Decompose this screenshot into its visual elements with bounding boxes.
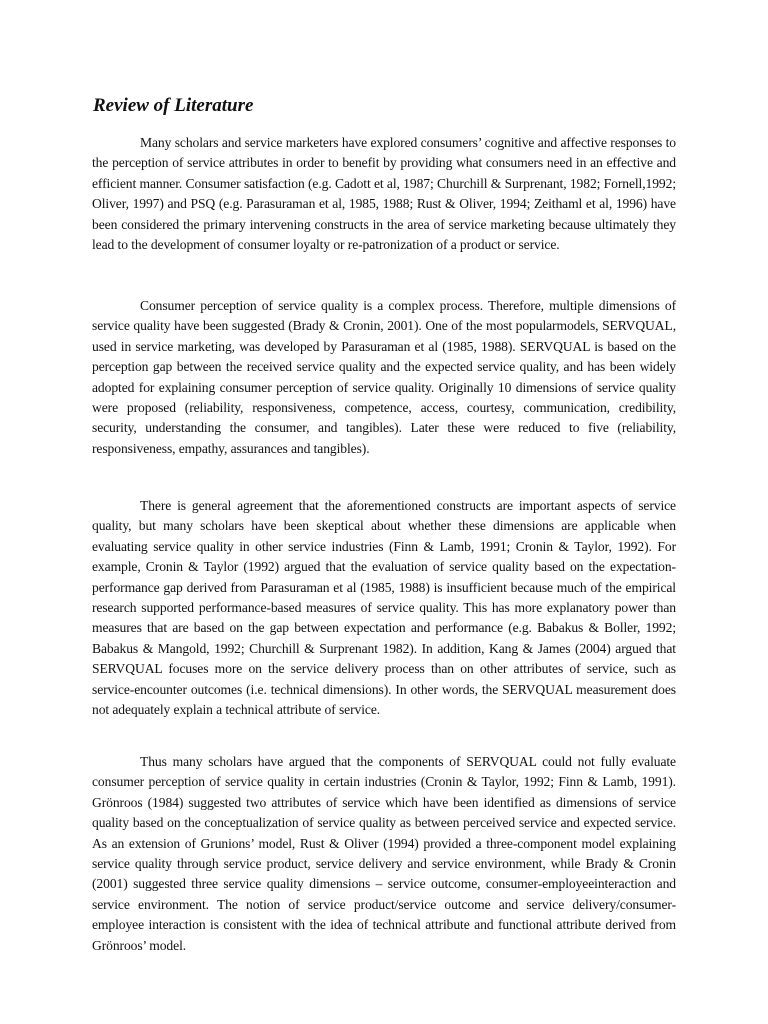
paragraph-2: Consumer perception of service quality is a complex process. Therefore, multiple dimensions of service quality have been suggested (Brady & Cronin, 2001). One of the most popularmodels, SERVQUAL, used in service marketing, was developed by Parasuraman et al (1985, 1988). SERVQUAL is based on the perception gap between the received service quality and the expected service quality, and has been widely adopted for explaining consumer perception of service quality. Originally 10 dimensions of service quality were proposed (reliability, responsiveness, competence, access, courtesy, communication, credibility, security, understanding the consumer, and tangibles). Later these were reduced to five (reliability, responsiveness, empathy, assurances and tangibles). (92, 298, 676, 456)
paragraph-3: There is general agreement that the aforementioned constructs are important aspects of service quality, but many scholars have been skeptical about whether these dimensions are applicable when evaluating service quality in other service industries (Finn & Lamb, 1991; Cronin & Taylor, 1992). For example, Cronin & Taylor (1992) argued that the evaluation of service quality based on the expectation-performance gap derived from Parasuraman et al (1985, 1988) is insufficient because much of the empirical research supported performance-based measures of service quality. This has more explanatory power than measures that are based on the gap between expectation and performance (e.g. Babakus & Boller, 1992; Babakus & Mangold, 1992; Churchill & Surprenant 1982). In addition, Kang & James (2004) argued that SERVQUAL focuses more on the service delivery process than on other attributes of service, such as service-encounter outcomes (i.e. technical dimensions). In other words, the SERVQUAL measurement does not adequately explain a technical attribute of service. (92, 498, 676, 718)
paragraph-4: Thus many scholars have argued that the components of SERVQUAL could not fully evaluate consumer perception of service quality in certain industries (Cronin & Taylor, 1992; Finn & Lamb, 1991). Grönroos (1984) suggested two attributes of service which have been identified as dimensions of service quality based on the conceptualization of service quality as between perceived service and expected service. As an extension of Grunions’ model, Rust & Oliver (1994) provided a three-component model explaining service quality through service product, service delivery and service environment, while Brady & Cronin (2001) suggested three service quality dimensions – service outcome, consumer-employeeinteraction and service environment. The notion of service product/service outcome and service delivery/consumer-employee interaction is consistent with the idea of technical attribute and functional attribute derived from Grönroos’ model. (92, 754, 676, 953)
page-title: Review of Literature (93, 95, 254, 116)
paragraph-1: Many scholars and service marketers have explored consumers’ cognitive and affective responses to the perception of service attributes in order to benefit by providing what consumers need in an effective and efficient manner. Consumer satisfaction (e.g. Cadott et al, 1987; Churchill & Surprenant, 1982; Fornell,1992; Oliver, 1997) and PSQ (e.g. Parasuraman et al, 1985, 1988; Rust & Oliver, 1994; Zeithaml et al, 1996) have been considered the primary intervening constructs in the area of service marketing because ultimately they lead to the development of consumer loyalty or re-patronization of a product or service. (92, 135, 676, 253)
